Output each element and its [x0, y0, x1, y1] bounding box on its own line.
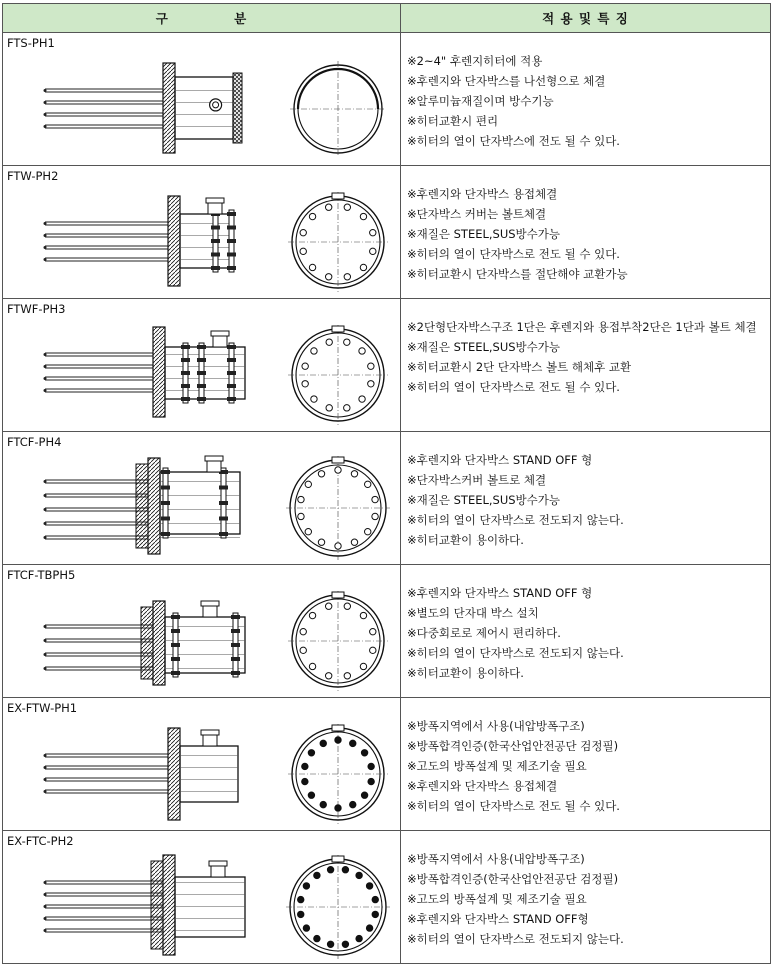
side-view	[44, 601, 246, 685]
feature-item: ※히터교환시 단자박스를 절단해야 교환가능	[407, 267, 628, 281]
terminal-box-drawing	[23, 450, 393, 562]
table-row	[3, 166, 771, 299]
table-row	[3, 831, 771, 964]
feature-item: ※후렌지와 단자박스 STAND OFF 형	[407, 453, 593, 467]
feature-item: ※2~4" 후렌지히터에 적용	[407, 54, 543, 68]
feature-item: ※방폭지역에서 사용(내압방폭구조)	[407, 719, 585, 733]
feature-item: ※히터의 열이 단자박스로 전도 될 수 있다.	[407, 380, 620, 394]
side-view	[44, 196, 237, 286]
model-code: FTW-PH2	[7, 169, 59, 183]
front-view	[290, 61, 386, 157]
feature-item: ※히터의 열이 단자박스로 전도 될 수 있다.	[407, 799, 620, 813]
model-code: EX-FTC-PH2	[7, 834, 74, 848]
heater-terminal-box-table	[2, 3, 771, 964]
table-row	[3, 33, 771, 166]
feature-item: ※후렌지와 단자박스 용접체결	[407, 187, 558, 201]
features-cell	[401, 698, 771, 831]
model-code: FTCF-PH4	[7, 435, 62, 449]
feature-list	[401, 698, 770, 816]
feature-item: ※방폭합격인증(한국산업안전공단 검정필)	[407, 739, 619, 753]
feature-item: ※방폭지역에서 사용(내압방폭구조)	[407, 852, 585, 866]
table-row	[3, 299, 771, 432]
feature-item: ※후렌지와 단자박스 STAND OFF 형	[407, 586, 593, 600]
side-view	[44, 327, 246, 417]
table-row	[3, 432, 771, 565]
terminal-box-drawing	[23, 716, 393, 828]
features-cell	[401, 166, 771, 299]
feature-item: ※후렌지와 단자박스 용접체결	[407, 779, 558, 793]
model-code: FTWF-PH3	[7, 302, 66, 316]
header-category: 구 분	[3, 4, 401, 33]
model-cell	[3, 698, 401, 831]
feature-item: ※히터교환시 2단 단자박스 볼트 해체후 교환	[407, 360, 632, 374]
side-view	[44, 456, 241, 554]
model-code: FTCF-TBPH5	[7, 568, 76, 582]
feature-item: ※알루미늄재질이며 방수기능	[407, 94, 554, 108]
terminal-box-drawing	[23, 51, 393, 163]
side-view	[44, 63, 243, 153]
feature-item: ※별도의 단자대 박스 설치	[407, 606, 539, 620]
feature-list	[401, 565, 770, 683]
feature-item: ※재질은 STEEL,SUS방수가능	[407, 340, 560, 354]
model-code: FTS-PH1	[7, 36, 55, 50]
feature-item: ※히터교환이 용이하다.	[407, 666, 524, 680]
header-features: 적 용 및 특 징	[401, 4, 771, 33]
feature-list	[401, 33, 770, 151]
terminal-box-drawing	[23, 583, 393, 695]
front-view	[288, 724, 388, 824]
features-cell	[401, 432, 771, 565]
front-view	[288, 591, 388, 691]
feature-item: ※단자박스 커버는 볼트체결	[407, 207, 547, 221]
model-cell	[3, 299, 401, 432]
front-view	[286, 456, 390, 560]
features-cell	[401, 565, 771, 698]
feature-item: ※다중회로로 제어시 편리하다.	[407, 626, 561, 640]
features-cell	[401, 831, 771, 964]
feature-list	[401, 831, 770, 949]
model-cell	[3, 33, 401, 166]
front-view	[286, 855, 390, 959]
model-cell	[3, 166, 401, 299]
feature-item: ※후렌지와 단자박스 STAND OFF형	[407, 912, 589, 926]
feature-item: ※고도의 방폭설계 및 제조기술 필요	[407, 759, 587, 773]
feature-list	[401, 299, 770, 397]
feature-list	[401, 432, 770, 550]
feature-item: ※2단형단자박스구조 1단은 후렌지와 용접부착2단은 1단과 볼트 체결	[407, 320, 757, 334]
features-cell	[401, 299, 771, 432]
model-cell	[3, 565, 401, 698]
table-row	[3, 565, 771, 698]
feature-item: ※히터교환이 용이하다.	[407, 533, 524, 547]
feature-item: ※후렌지와 단자박스를 나선형으로 체결	[407, 74, 606, 88]
feature-item: ※히터의 열이 단자박스로 전도되지 않는다.	[407, 646, 624, 660]
feature-item: ※고도의 방폭설계 및 제조기술 필요	[407, 892, 587, 906]
feature-list	[401, 166, 770, 284]
feature-item: ※히터의 열이 단자박스로 전도되지 않는다.	[407, 932, 624, 946]
feature-item: ※단자박스커버 볼트로 체결	[407, 473, 547, 487]
features-cell	[401, 33, 771, 166]
front-view	[288, 325, 388, 425]
table-row	[3, 698, 771, 831]
terminal-box-drawing	[23, 849, 393, 961]
feature-item: ※히터의 열이 단자박스로 전도되지 않는다.	[407, 513, 624, 527]
side-view	[44, 855, 246, 955]
feature-item: ※재질은 STEEL,SUS방수가능	[407, 493, 560, 507]
model-cell	[3, 432, 401, 565]
feature-item: ※히터교환시 편리	[407, 114, 499, 128]
table-header-row	[3, 4, 771, 33]
feature-item: ※히터의 열이 단자박스에 전도 될 수 있다.	[407, 134, 620, 148]
model-cell	[3, 831, 401, 964]
terminal-box-drawing	[23, 184, 393, 296]
terminal-box-drawing	[23, 317, 393, 429]
front-view	[288, 192, 388, 292]
feature-item: ※방폭합격인증(한국산업안전공단 검정필)	[407, 872, 619, 886]
feature-item: ※히터의 열이 단자박스로 전도 될 수 있다.	[407, 247, 620, 261]
feature-item: ※재질은 STEEL,SUS방수가능	[407, 227, 560, 241]
model-code: EX-FTW-PH1	[7, 701, 78, 715]
side-view	[44, 728, 239, 820]
